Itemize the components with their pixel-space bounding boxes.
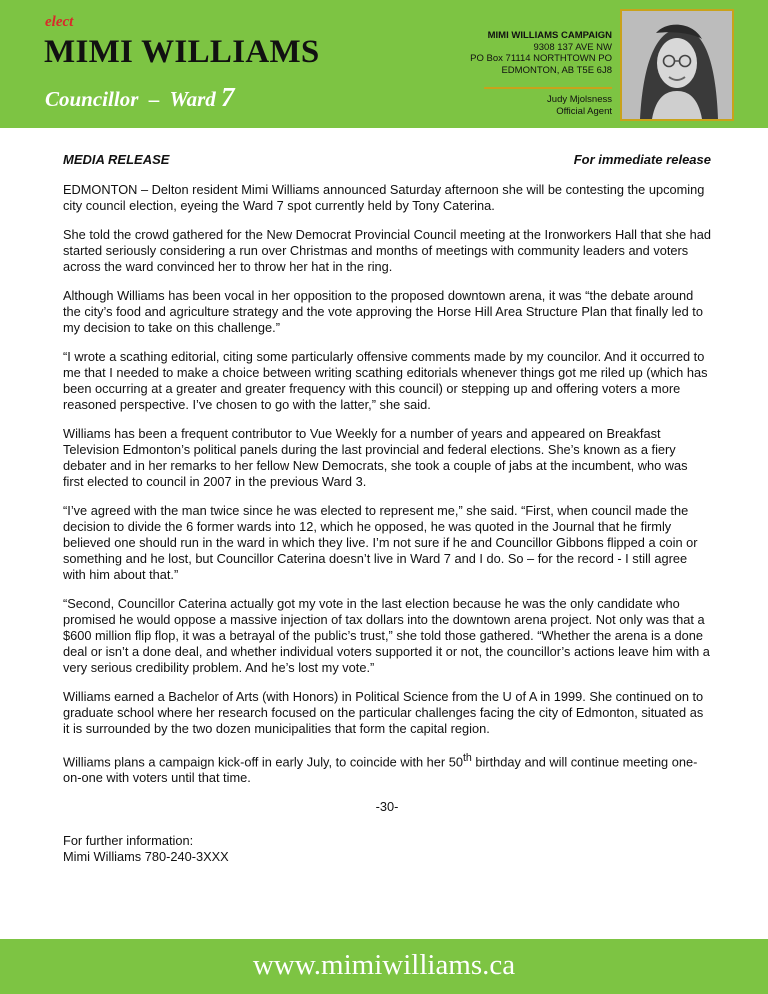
gold-divider	[484, 87, 612, 89]
paragraph: She told the crowd gathered for the New Democrat Provincial Council meeting at the Ironworkers Hall that she had started seriously considering a run over Christmas and months of meetings with community leaders and voters across the ward convinced her to throw her hat in the ring.	[63, 227, 711, 274]
paragraph: “Second, Councillor Caterina actually got my vote in the last election because he was the only candidate who promised he would oppose a massive injection of tax dollars into the downtown arena project. Not only was that a $600 million flip flop, it was a betrayal of the public’s trust,” she told those gathered. “Whether the arena is a done deal or isn’t a done deal, and whether individual voters supported it or not, the councillor’s actions leave him with a very serious credibility problem. And he’s lost my vote.”	[63, 596, 710, 675]
campaign-title: MIMI WILLIAMS CAMPAIGN	[487, 30, 612, 41]
contact-block	[63, 833, 711, 865]
paragraph: Although Williams has been vocal in her opposition to the proposed downtown arena, it was “the debate around the city’s food and agriculture strategy and the vote approving the Horse Hill Area Structure Plan that finally led to my decision to take on this challenge.”	[63, 288, 703, 335]
office-title	[45, 82, 235, 113]
paragraph: Williams has been a frequent contributor to Vue Weekly for a number of years and appeared on Breakfast Television Edmonton’s political panels during the last provincial and federal elections. She’s known as a fiery debater and in her remarks to her fellow New Democrats, she took a couple of jabs at the incumbent, who was first elected to council in 2007 in the previous Ward 3.	[63, 426, 688, 489]
agent-name: Judy Mjolsness	[547, 94, 612, 105]
contact-heading: For further information:	[63, 833, 194, 849]
portrait-image	[622, 11, 732, 119]
paragraph: Williams earned a Bachelor of Arts (with Honors) in Political Science from the U of A in 1999. She continued on to graduate school where her research focused on the particular challenges facing the city of Edmonton, situated as it is surrounded by the two dozen municipalities that form the capital region.	[63, 689, 704, 736]
header-banner	[0, 0, 768, 128]
elect-label: elect	[45, 14, 74, 30]
ward-number: 7	[221, 82, 235, 112]
footer-banner	[0, 939, 768, 994]
release-body	[63, 152, 711, 865]
candidate-photo	[620, 9, 734, 121]
release-heading-row	[63, 152, 711, 168]
address-line: PO Box 71114 NORTHTOWN PO	[470, 53, 612, 64]
address-line: EDMONTON, AB T5E 6J8	[501, 64, 612, 76]
media-release-label: MEDIA RELEASE	[63, 152, 170, 167]
paragraph: “I’ve agreed with the man twice since he was elected to represent me,” she said. “First, when council made the decision to divide the 6 former wards into 12, which he opposed, he was quoted in the Journal that he firmly believed one should run in the ward in which they live. I’m not sure if he and Councillor Gibbons flipped a coin or something and he lost, but Councillor Caterina doesn’t live in Ward 7 and I do. So – for the record - I still agree with him about that.”	[63, 503, 698, 582]
office-label: Councillor – Ward	[45, 87, 222, 111]
official-agent-block	[412, 94, 612, 117]
kickoff-text: Williams plans a campaign kick-off in early July, to coincide with her 50	[63, 754, 463, 770]
ordinal-suffix: th	[462, 752, 472, 764]
kickoff-paragraph	[63, 750, 711, 786]
paragraph: “I wrote a scathing editorial, citing some particularly offensive comments made by my councilor. And it occurred to me that I needed to make a choice between writing scathing editorials whenever things got me riled up (which has been occurring at a greater and greater frequency with this council) or stepping up and offering voters a more reasoned perspective. I’ve chosen to go with the latter,” she said.	[63, 349, 708, 412]
paragraph: EDMONTON – Delton resident Mimi Williams announced Saturday afternoon she will be contesting the upcoming city council election, eyeing the Ward 7 spot currently held by Tony Caterina.	[63, 182, 705, 213]
contact-phone: Mimi Williams 780-240-3XXX	[63, 849, 229, 865]
candidate-name: MIMI WILLIAMS	[44, 34, 320, 70]
website-url: www.mimiwilliams.ca	[252, 949, 516, 981]
end-mark: -30-	[375, 799, 399, 815]
release-timing: For immediate release	[573, 152, 711, 167]
campaign-address-block	[392, 30, 612, 76]
agent-title: Official Agent	[556, 105, 612, 117]
address-line: 9308 137 AVE NW	[533, 41, 612, 53]
kickoff-text-end: birthday and will continue meeting one-on-one with voters until that time.	[63, 754, 698, 786]
